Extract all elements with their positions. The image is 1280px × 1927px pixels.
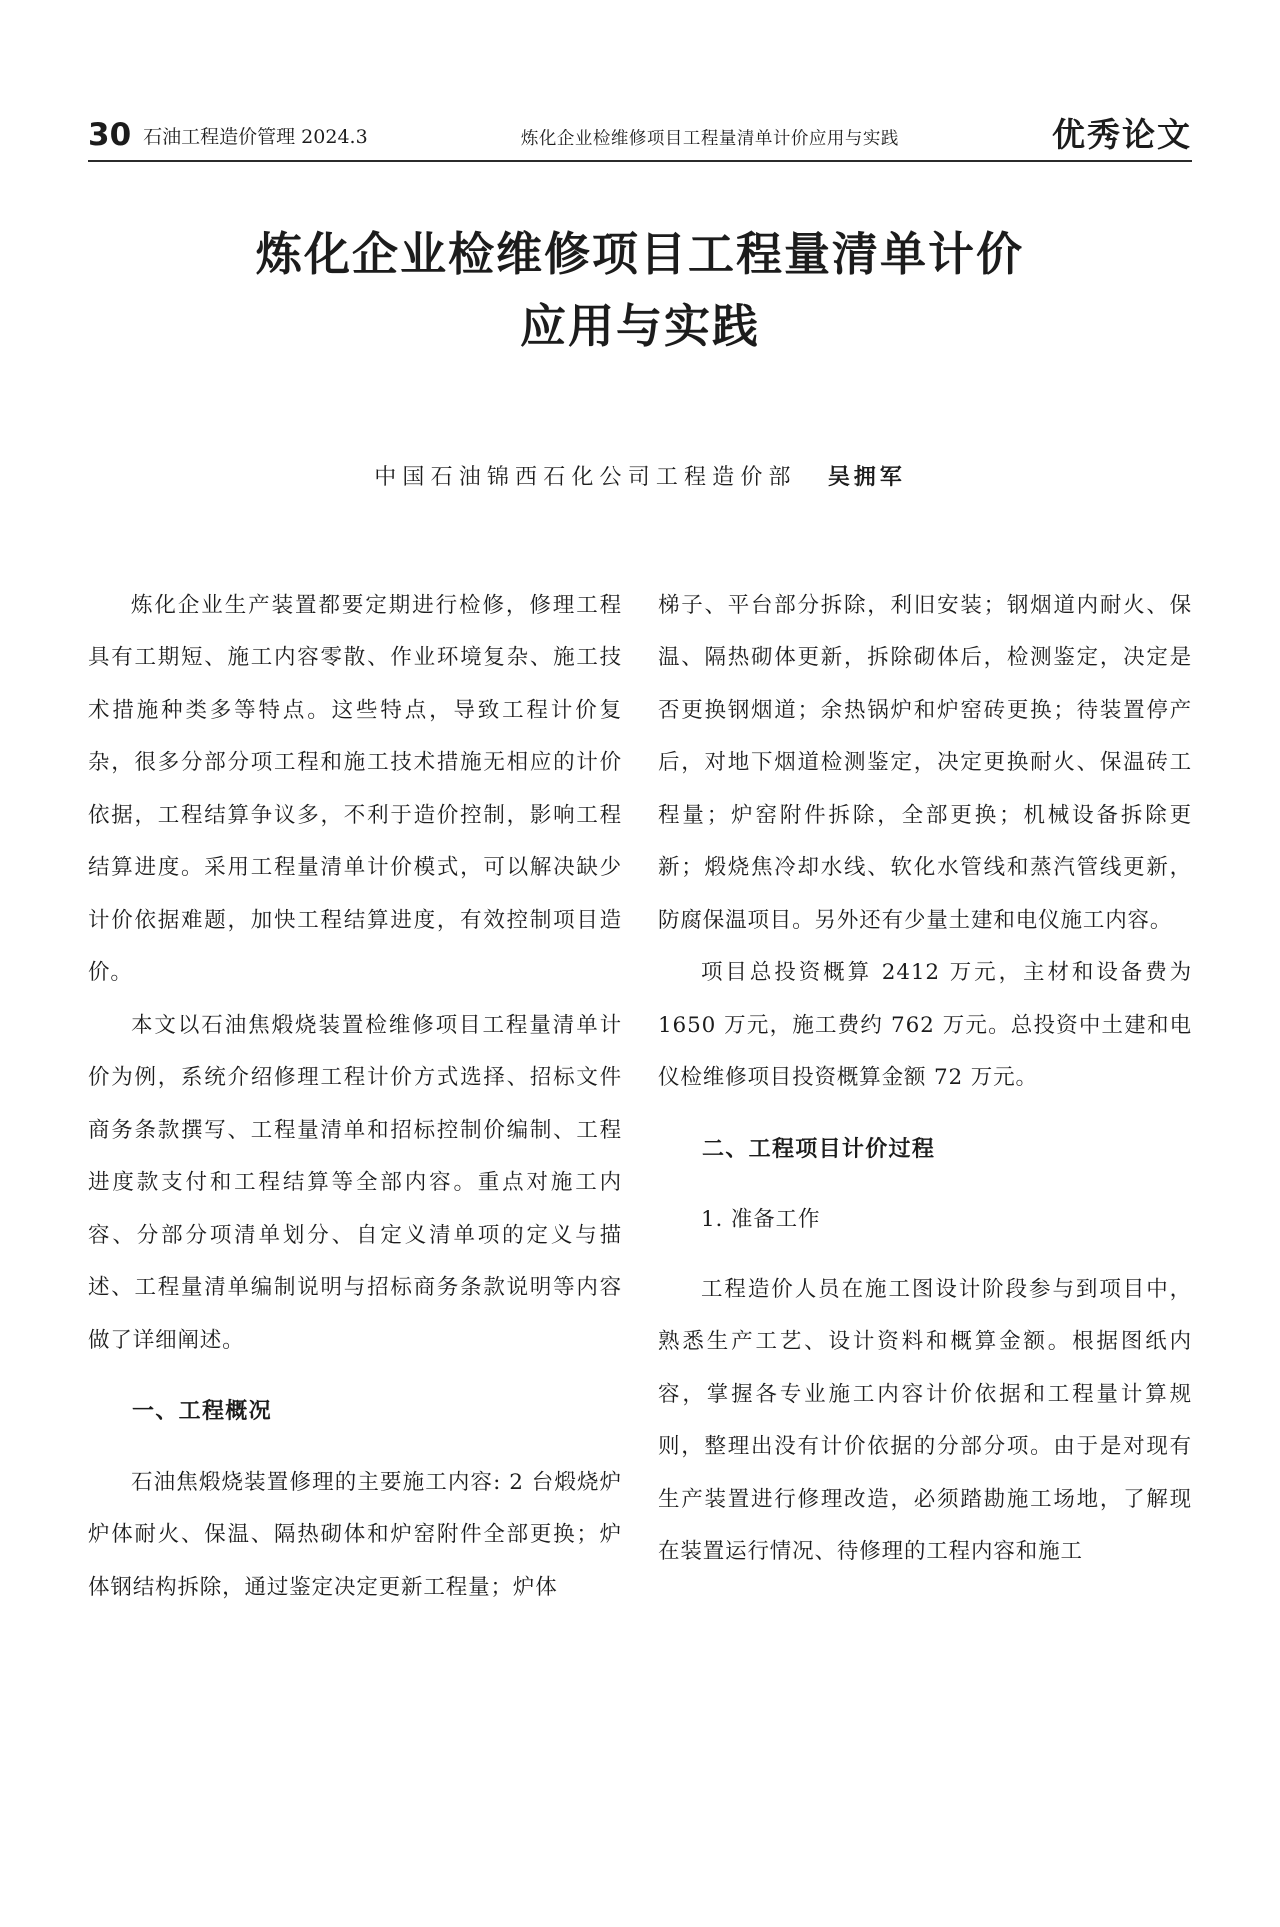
right-column — [658, 580, 1192, 1615]
journal-page — [0, 115, 1280, 1927]
running-title: 炼化企业检维修项目工程量清单计价应用与实践 — [520, 129, 899, 149]
paragraph-scope: 本文以石油焦煅烧装置检维修项目工程量清单计价为例，系统介绍修理工程计价方式选择、招标文件商务条款撰写、工程量清单和招标控制价编制、工程进度款支付和工程结算等全部内容。重点对施工内容、分部分项清单划分、自定义清单项的定义与描述、工程量清单编制说明与招标商务条款说明等内容做了详细阐述。 — [88, 1012, 622, 1353]
header-left — [88, 117, 368, 153]
left-column — [88, 580, 622, 1615]
paragraph-intro: 炼化企业生产装置都要定期进行检修，修理工程具有工期短、施工内容零散、作业环境复杂、施工技术措施种类多等特点。这些特点，导致工程计价复杂，很多分部分项工程和施工技术措施无相应的计价依据，工程结算争议多，不利于造价控制，影响工程结算进度。采用工程量清单计价模式，可以解决缺少计价依据难题，加快工程结算进度，有效控制项目造价。 — [88, 592, 622, 986]
article-title — [88, 218, 1192, 362]
section-heading-1: 一、工程概况 — [132, 1399, 272, 1425]
paragraph-overview: 石油焦煅烧装置修理的主要施工内容: 2 台煅烧炉炉体耐火、保温、隔热砌体和炉窑附件全部更换；炉体钢结构拆除，通过鉴定决定更新工程量；炉体 — [88, 1469, 622, 1600]
section-heading-2: 二、工程项目计价过程 — [702, 1136, 936, 1162]
page-number: 30 — [88, 117, 132, 153]
article-title-line1: 炼化企业检维修项目工程量清单计价 — [256, 227, 1024, 281]
author-name: 吴拥军 — [827, 464, 906, 490]
paragraph-investment: 项目总投资概算 2412 万元，主材和设备费为 1650 万元，施工费约 762 万元。总投资中土建和电仪检维修项目投资概算金额 72 万元。 — [658, 960, 1192, 1091]
header-badge: 优秀论文 — [1051, 115, 1192, 154]
running-header — [88, 115, 1192, 162]
paragraph-preparation: 工程造价人员在施工图设计阶段参与到项目中，熟悉生产工艺、设计资料和概算金额。根据图纸内容，掌握各专业施工内容计价依据和工程量计算规则，整理出没有计价依据的分部分项。由于是对现有生产装置进行修理改造，必须踏勘施工场地，了解现在装置运行情况、待修理的工程内容和施工 — [658, 1276, 1192, 1565]
paragraph-overview-continued: 梯子、平台部分拆除，利旧安装；钢烟道内耐火、保温、隔热砌体更新，拆除砌体后，检测鉴定，决定是否更换钢烟道；余热锅炉和炉窑砖更换；待装置停产后，对地下烟道检测鉴定，决定更换耐火、保温砖工程量；炉窑附件拆除，全部更换；机械设备拆除更新；煅烧焦冷却水线、软化水管线和蒸汽管线更新，防腐保温项目。另外还有少量土建和电仪施工内容。 — [658, 592, 1192, 933]
body-columns — [88, 580, 1192, 1615]
byline — [88, 462, 1192, 494]
journal-name: 石油工程造价管理 2024.3 — [143, 126, 368, 149]
author-affiliation: 中国石油锦西石化公司工程造价部 — [374, 465, 797, 490]
article-title-line2: 应用与实践 — [520, 299, 760, 353]
sub-heading-preparation: 1. 准备工作 — [701, 1207, 821, 1233]
